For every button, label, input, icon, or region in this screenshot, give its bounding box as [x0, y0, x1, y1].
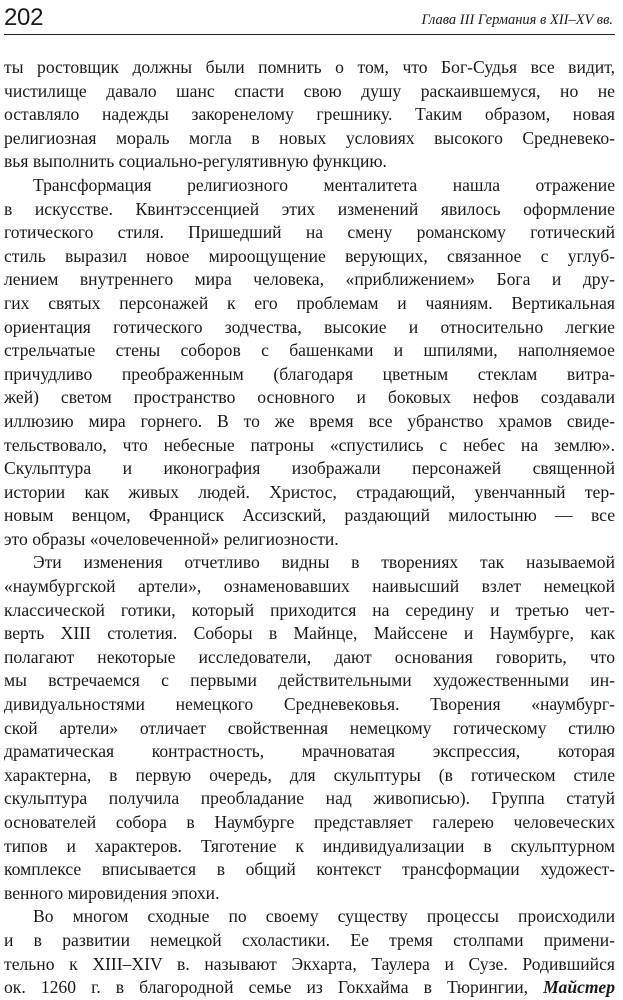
- text-line: ты ростовщик должны были помнить о том, что Бог-Судья все видит,: [4, 57, 615, 77]
- text-line: венного мировидения эпохи.: [4, 882, 220, 903]
- text-line-final: [4, 976, 615, 1000]
- text-line: мы встречаемся с первыми действительными художественными ин-: [4, 670, 615, 691]
- text-line: иллюзию мира горнего. В то же время все убранство храмов свиде-: [4, 410, 615, 431]
- text-line: типов и характеров. Тяготение к индивидуализации в скульптурном: [4, 835, 615, 856]
- text-line: Эти изменения отчетливо видны в творениях так называемой: [33, 552, 615, 573]
- text-line: полагают некоторые исследователи, дают основания говорить, что: [4, 646, 615, 667]
- text-line: ориентация готического зодчества, высокие и относительно легкие: [4, 316, 615, 337]
- running-head: Глава III Германия в XII–XV вв.: [421, 12, 613, 28]
- text-line: ской артели» отличает свойственная немецкому готическому стилю: [4, 717, 615, 738]
- text-line: Трансформация религиозного менталитета нашла отражение: [33, 174, 615, 195]
- text-line: комплексе вписывается в общий контекст трансформации художест-: [4, 859, 615, 880]
- text-line: «наумбургской артели», ознаменовавших наивысший взлет немецкой: [4, 576, 615, 597]
- text-line: характерна, в первую очередь, для скульптуры (в готическом стиле: [4, 764, 615, 785]
- page-number: 202: [4, 4, 44, 31]
- text-line: в искусстве. Квинтэссенцией этих изменений явилось оформление: [4, 198, 615, 219]
- text-line: и в развитии немецкой схоластики. Ее тремя столпами примени-: [4, 929, 615, 950]
- text-line: верть XIII столетия. Соборы в Майнце, Майссене и Наумбурге, как: [4, 623, 615, 644]
- text-line: лением внутреннего мира человека, «приближением» Бога и дру-: [4, 269, 615, 290]
- text-line: скульптура получила преобладание над живописью). Группа статуй: [4, 788, 615, 809]
- emphasized-name: Майстер: [543, 977, 615, 998]
- paragraph-2: [4, 174, 615, 552]
- text-line: истории как живых людей. Христос, страдающий, увенчанный тер-: [4, 481, 615, 502]
- paragraph-1: [4, 56, 615, 174]
- text-line: вья выполнить социально-регулятивную функцию.: [4, 151, 387, 172]
- text-line: Скульптура и иконография изображали персонажей священной: [4, 458, 615, 479]
- text-line: религиозная мораль могла в новых условиях высокого Средневеко-: [4, 127, 615, 148]
- text-line: стиль выразил новое мироощущение верующих, связанное с углуб-: [4, 245, 615, 266]
- text-line: жей) светом пространство основного и боковых нефов создавали: [4, 387, 615, 408]
- page-header: [4, 4, 615, 35]
- text-line: драматическая контрастность, мрачноватая экспрессия, которая: [4, 741, 615, 762]
- text-line: оставляло надежды закоренелому грешнику. Таким образом, новая: [4, 104, 615, 125]
- text-line: тельствовало, что небесные патроны «спустились с небес на землю».: [4, 434, 615, 455]
- text-line: чистилище давало шанс спасти свою душу раскаившемуся, но не: [4, 80, 615, 101]
- text-line: гих святых персонажей к его проблемам и чаяниям. Вертикальная: [4, 292, 615, 313]
- text-line-final-plain: ок. 1260 г. в благородной семье из Гокхайма в Тюрингии,: [4, 977, 529, 998]
- text-line: тельно к XIII–XIV в. называют Экхарта, Таулера и Сузе. Родившийся: [4, 953, 615, 974]
- paragraph-4: [4, 905, 615, 999]
- text-line: новым венцом, Франциск Ассизский, раздающий милостыню — все: [4, 505, 615, 526]
- text-line: готического стиля. Пришедший на смену романскому готический: [4, 222, 615, 243]
- text-line: Во многом сходные по своему существу процессы происходили: [33, 906, 615, 927]
- text-line: классической готики, который приходится на середину и третью чет-: [4, 599, 615, 620]
- text-line: стрельчатые стены соборов с башенками и шпилями, наполняемое: [4, 340, 615, 361]
- text-line: причудливо преображенным (благодаря цветным стеклам витра-: [4, 363, 615, 384]
- text-line: дивидуальностями немецкого Средневековья. Творения «наумбург-: [4, 694, 615, 715]
- paragraph-3: [4, 551, 615, 905]
- body-text: [4, 56, 615, 1000]
- text-line: основателей собора в Наумбурге представляет галерею человеческих: [4, 812, 615, 832]
- text-line: это образы «очеловеченной» религиозности.: [4, 528, 339, 549]
